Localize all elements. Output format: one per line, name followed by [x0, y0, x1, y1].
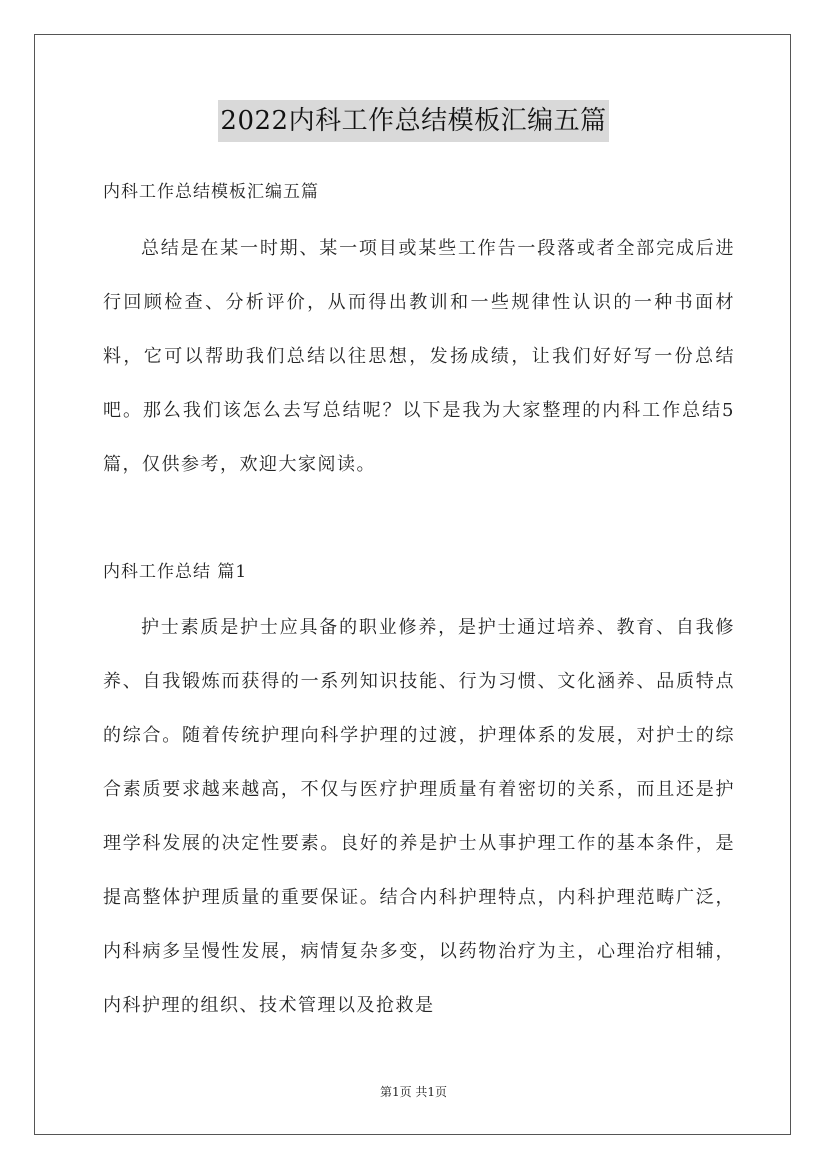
intro-paragraph: 总结是在某一时期、某一项目或某些工作告一段落或者全部完成后进行回顾检查、分析评价，从而得出教训和一些规律性认识的一种书面材料，它可以帮助我们总结以往思想，发扬成绩，让我们好好写一份总结吧。那么我们该怎么去写总结呢？以下是我为大家整理的内科工作总结5篇，仅供参考，欢迎大家阅读。 [103, 238, 735, 475]
title-container [0, 100, 827, 142]
section-paragraph: 护士素质是护士应具备的职业修养，是护士通过培养、教育、自我修养、自我锻炼而获得的一系列知识技能、行为习惯、文化涵养、品质特点的综合。随着传统护理向科学护理的过渡，护理体系的发展，对护士的综合素质要求越来越高，不仅与医疗护理质量有着密切的关系，而且还是护理学科发展的决定性要素。良好的养是护士从事护理工作的基本条件，是提高整体护理质量的重要保证。结合内科护理特点，内科护理范畴广泛，内科病多呈慢性发展，病情复杂多变，以药物治疗为主，心理治疗相辅，内科护理的组织、技术管理以及抢救是 [103, 617, 735, 1016]
document-subtitle: 内科工作总结模板汇编五篇 [103, 182, 319, 202]
page-footer: 第1页 共1页 [379, 1085, 448, 1099]
section-heading: 内科工作总结 篇1 [103, 562, 248, 582]
document-title: 2022内科工作总结模板汇编五篇 [218, 100, 608, 142]
